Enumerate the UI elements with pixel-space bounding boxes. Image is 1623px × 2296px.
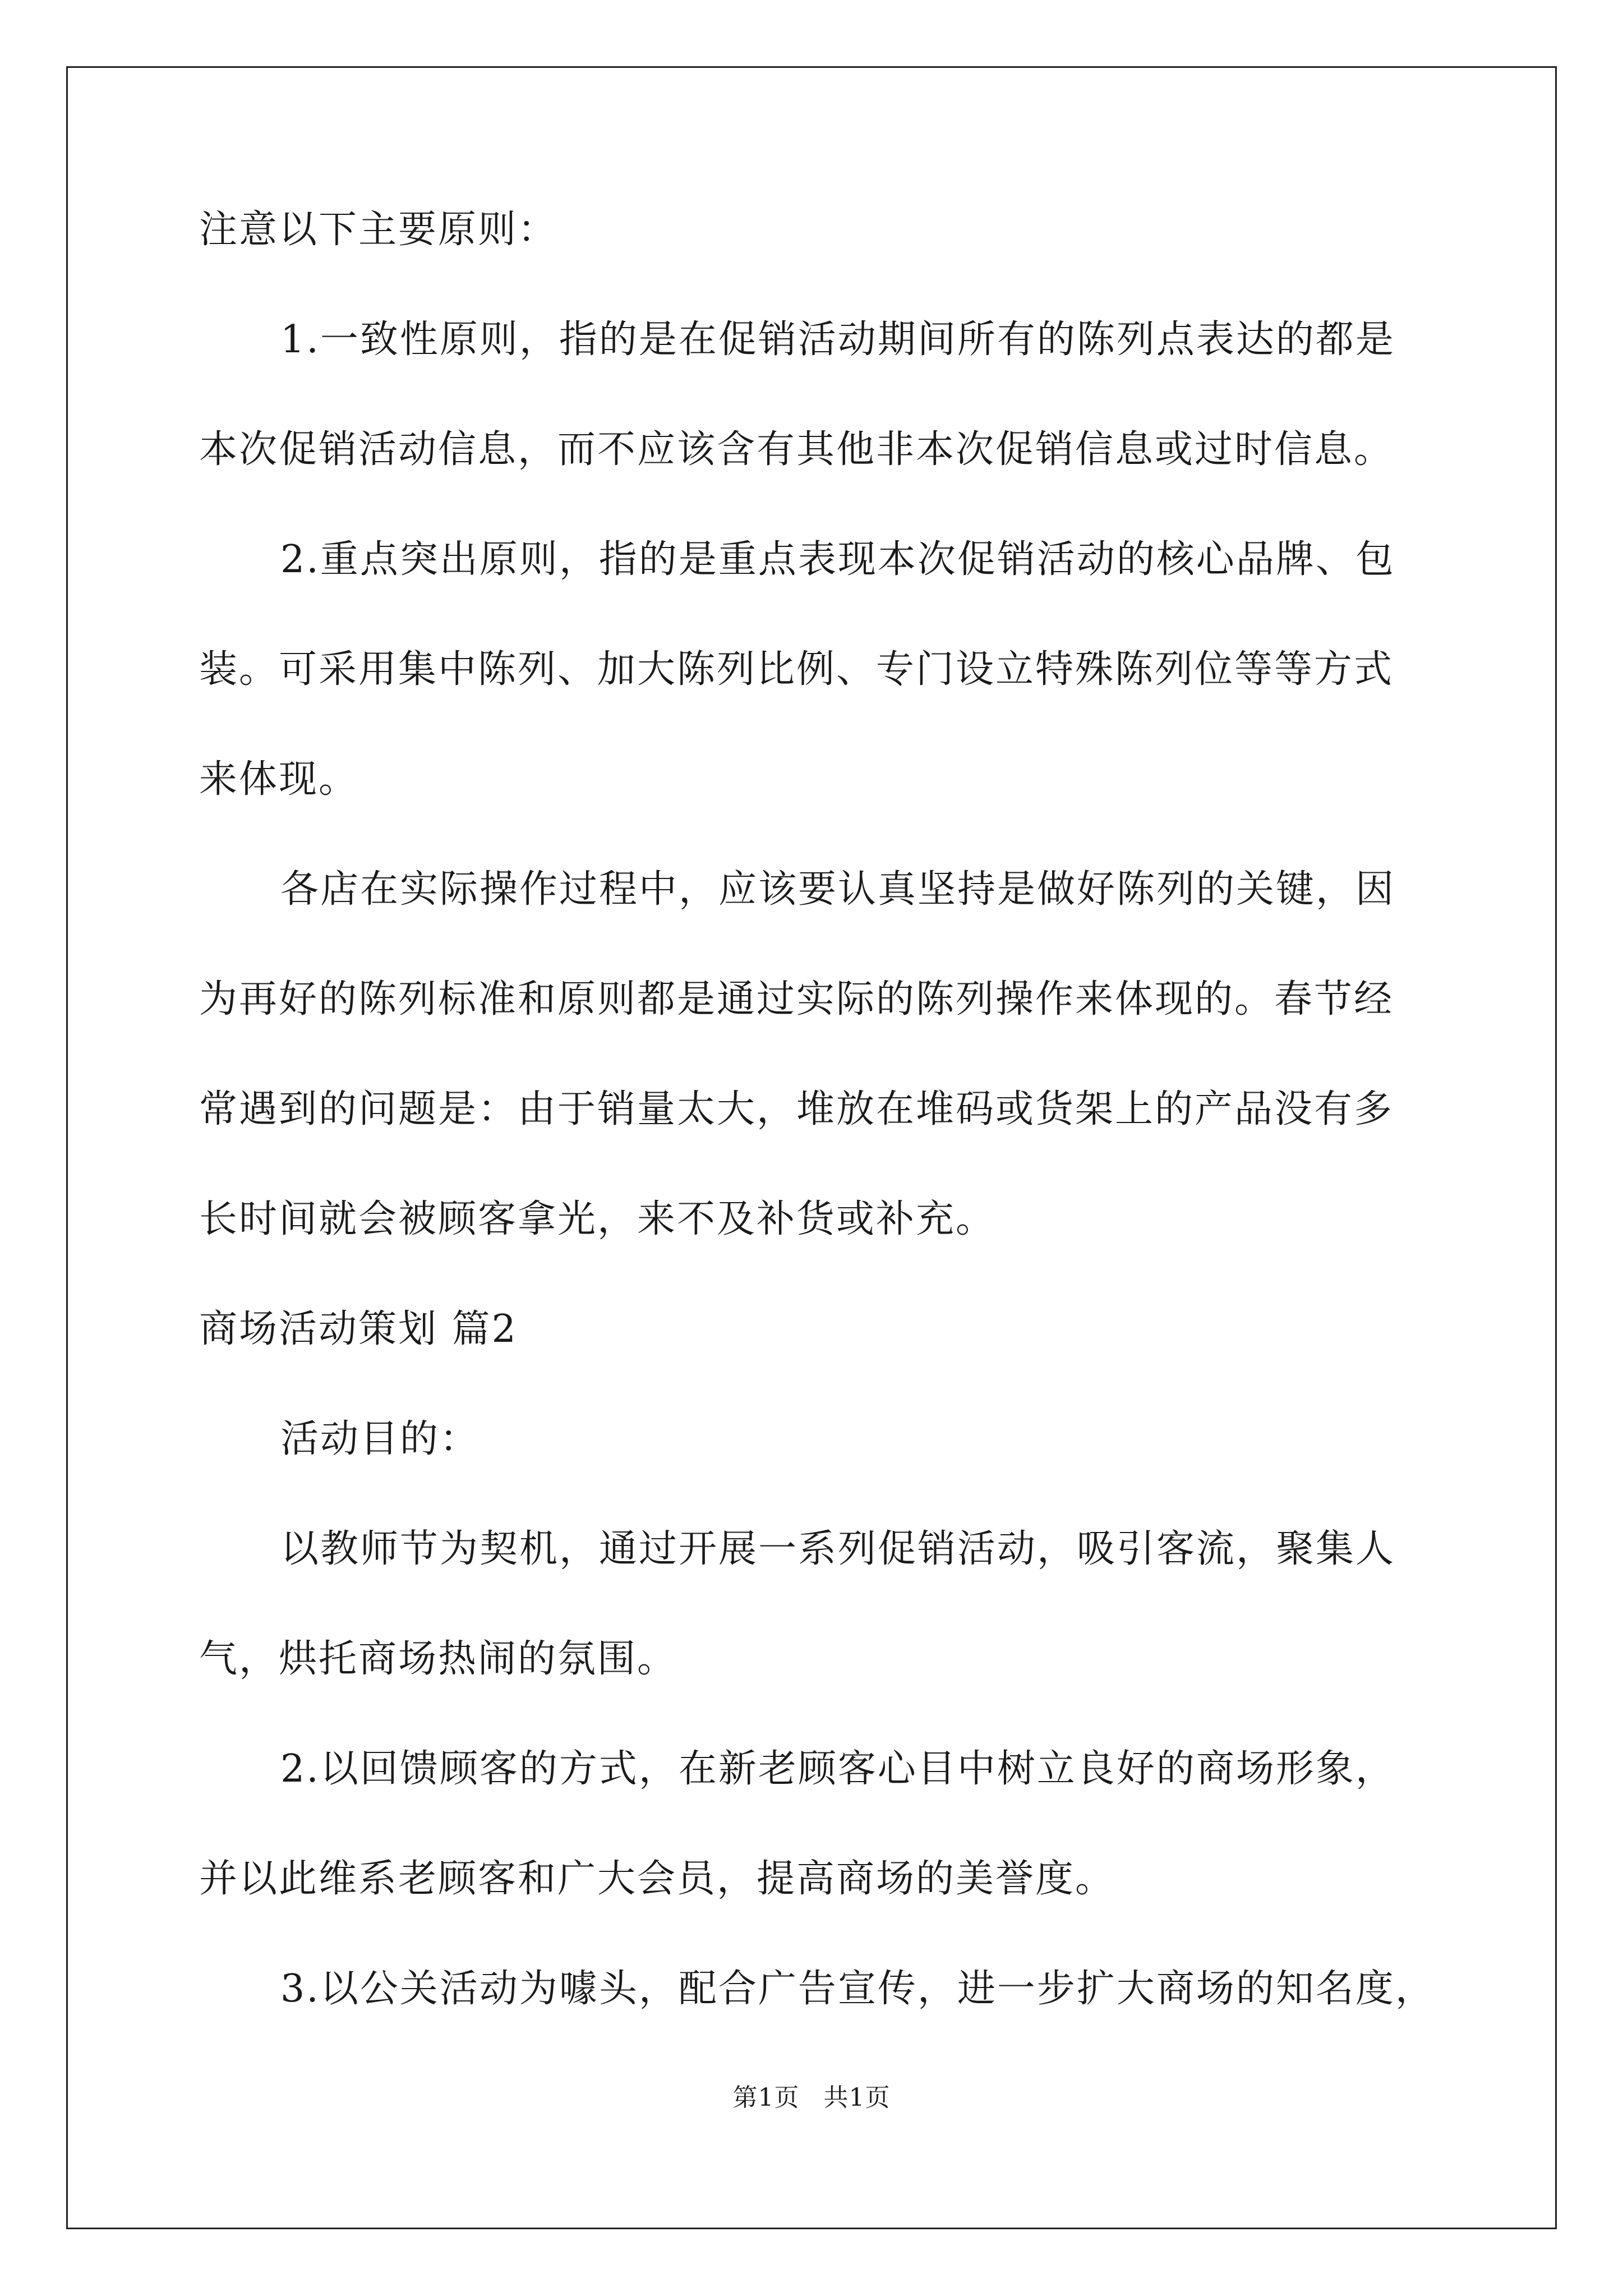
text-line: 长时间就会被顾客拿光，来不及补货或补充。 (199, 1197, 996, 1241)
text-line: 以教师节为契机，通过开展一系列促销活动，吸引客流，聚集人 (280, 1527, 1396, 1571)
text-line: 2.以回馈顾客的方式，在新老顾客心目中树立良好的商场形象， (280, 1747, 1395, 1791)
text-line: 本次促销活动信息，而不应该含有其他非本次促销信息或过时信息。 (199, 427, 1394, 472)
page-border (66, 66, 1557, 2229)
text-line: 装。可采用集中陈列、加大陈列比例、专门设立特殊陈列位等等方式 (199, 647, 1394, 692)
section-heading: 商场活动策划 篇2 (199, 1307, 518, 1351)
page-footer (0, 2082, 1623, 2114)
page-total: 共1页 (823, 2083, 891, 2112)
text-line: 各店在实际操作过程中，应该要认真坚持是做好陈列的关键，因 (280, 867, 1396, 912)
text-line: 3.以公关活动为噱头，配合广告宣传，进一步扩大商场的知名度， (280, 1967, 1435, 2011)
text-line: 并以此维系老顾客和广大会员，提高商场的美誉度。 (199, 1857, 1115, 1901)
text-line: 为再好的陈列标准和原则都是通过实际的陈列操作来体现的。春节经 (199, 977, 1394, 1022)
text-line: 气，烘托商场热闹的氛围。 (199, 1637, 677, 1681)
text-line: 2.重点突出原则，指的是重点表现本次促销活动的核心品牌、包 (280, 537, 1395, 582)
text-line: 1.一致性原则，指的是在促销活动期间所有的陈列点表达的都是 (280, 318, 1395, 362)
page-number: 第1页 (732, 2083, 800, 2112)
text-line: 常遇到的问题是：由于销量太大，堆放在堆码或货架上的产品没有多 (199, 1087, 1394, 1131)
text-line: 注意以下主要原则： (199, 208, 558, 252)
text-line: 来体现。 (199, 757, 359, 802)
text-line: 活动目的： (280, 1417, 480, 1461)
